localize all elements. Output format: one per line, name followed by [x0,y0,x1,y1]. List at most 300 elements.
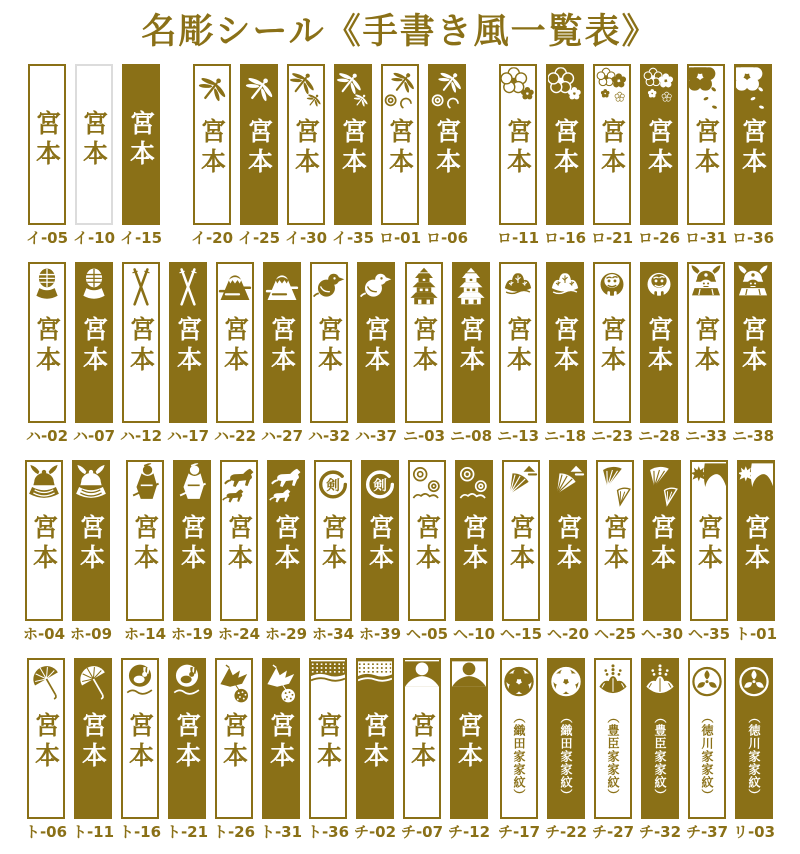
seal-item [260,262,304,445]
seal-design-ロ-31 [687,64,725,225]
mount-fuji-icon [265,265,299,313]
seal-name-text: 宮本 [172,712,202,772]
seal-design-ハ-37 [357,262,395,423]
seal-item [72,262,116,445]
seal-code-label: ホ-29 [264,625,308,643]
seal-design-リ-03 [735,658,773,819]
seal-code-label: ロ-01 [378,229,422,247]
daruma-icon [595,265,629,313]
seal-design-ホ-14 [126,460,164,621]
seal-design-チ-22 [547,658,585,819]
horses-icon [269,463,303,511]
seal-name-text: 宮本 [126,110,156,170]
dragonfly-icon [242,67,276,115]
seal-design-ニ-03 [405,262,443,423]
seal-name-text: 宮本 [503,316,533,376]
seal-code-label: イ-15 [119,229,163,247]
seal-item [284,64,328,247]
seal-code-label: ト-16 [118,823,162,841]
toyotomi-crest-icon [596,661,630,709]
seal-name-text: 宮本 [267,316,297,376]
seal-design-ホ-09 [72,460,110,621]
seal-group [25,262,398,445]
seal-name-text: 宮本 [32,316,62,376]
origami-crane-icon [264,661,298,709]
seal-code-label: チ-02 [353,823,397,841]
seal-group [123,460,778,643]
seal-name-text: 宮本 [313,712,343,772]
seal-code-label: ニ-38 [731,427,775,445]
umbrella-icon [76,661,110,709]
chick-icon [359,265,393,313]
seal-design-ロ-16 [546,64,584,225]
seal-name-text: 宮本 [550,316,580,376]
seal-code-label: ヘ-35 [687,625,731,643]
seal-item [311,460,355,643]
seal-design-ヘ-15 [502,460,540,621]
sun-dome-icon [452,661,486,709]
seal-design-ヘ-10 [455,460,493,621]
seal-name-text: 宮本 [244,118,274,178]
seal-code-label: ヘ-25 [593,625,637,643]
seal-design-ロ-21 [593,64,631,225]
seal-name-text: 宮本 [79,316,109,376]
seal-item [353,658,397,841]
seal-name-text: 宮本 [412,514,442,574]
seal-code-label: ニ-18 [543,427,587,445]
seal-name-text: 宮本 [29,514,59,574]
seal-code-label: チ-12 [447,823,491,841]
daruma-icon [642,265,676,313]
seal-design-ニ-18 [546,262,584,423]
seal-design-チ-12 [450,658,488,819]
seal-code-label: ロ-26 [637,229,681,247]
seal-code-label: ヘ-10 [452,625,496,643]
seal-code-label: ロ-16 [543,229,587,247]
seal-item [400,658,444,841]
seal-item [166,262,210,445]
seal-design-チ-37 [688,658,726,819]
seal-row-3 [0,460,800,643]
page-title: 名彫シール《手書き風一覧表》 [141,12,659,52]
seal-item [637,64,681,247]
seal-item [212,658,256,841]
seal-name-text: 宮本 [197,118,227,178]
seal-code-label: ホ-39 [358,625,402,643]
seal-name-text: （徳川家家紋） [700,711,714,802]
seal-item [732,658,776,841]
seal-code-label: ロ-11 [496,229,540,247]
seal-code-label: ハ-37 [354,427,398,445]
seal-code-label: ニ-33 [684,427,728,445]
seal-group [25,64,163,247]
sword-kanji-circle-icon [363,463,397,511]
seal-code-label: ロ-36 [731,229,775,247]
seal-name-text: 宮本 [361,316,391,376]
seal-code-label: ト-06 [24,823,68,841]
seal-code-label: ニ-13 [496,427,540,445]
seal-design-ハ-32 [310,262,348,423]
seal-name-text: 宮本 [360,712,390,772]
seal-name-text: 宮本 [738,316,768,376]
seal-name-text: （織田家家紋） [512,711,526,802]
seal-code-label: ハ-27 [260,427,304,445]
seal-name-text: 宮本 [503,118,533,178]
seal-name-text: 宮本 [220,316,250,376]
seal-code-label: イ-35 [331,229,375,247]
seal-design-イ-25 [240,64,278,225]
seal-code-label: ニ-08 [449,427,493,445]
seal-item [497,658,541,841]
seal-group [496,64,775,247]
seal-name-text: 宮本 [432,118,462,178]
seal-code-label: ト-36 [306,823,350,841]
seal-design-ホ-34 [314,460,352,621]
seal-design-チ-32 [641,658,679,819]
seal-name-text: 宮本 [314,316,344,376]
seal-design-チ-07 [403,658,441,819]
seal-name-text: 宮本 [600,514,630,574]
seal-design-イ-20 [193,64,231,225]
seal-design-ロ-01 [381,64,419,225]
seal-name-text: （豊臣家家紋） [606,711,620,802]
seal-code-label: ハ-02 [25,427,69,445]
seal-name-text: 宮本 [385,118,415,178]
seal-name-text: 宮本 [365,514,395,574]
seal-code-label: ハ-22 [213,427,257,445]
seal-design-ト-26 [215,658,253,819]
seal-item [264,460,308,643]
seal-item [687,460,731,643]
oda-crest-icon [502,661,536,709]
seal-code-label: チ-07 [400,823,444,841]
seal-name-text: 宮本 [597,316,627,376]
seal-item [637,262,681,445]
seal-item [306,658,350,841]
sword-kanji-circle-icon [316,463,350,511]
seal-design-イ-05 [28,64,66,225]
seal-name-text: 宮本 [506,514,536,574]
seal-name-text: 宮本 [125,712,155,772]
seal-code-label: ハ-07 [72,427,116,445]
seal-name-text: 宮本 [459,514,489,574]
seal-design-ニ-08 [452,262,490,423]
tokugawa-crest-icon [737,661,771,709]
crossed-shinai-icon [124,265,158,313]
seal-name-text: 宮本 [694,514,724,574]
seal-name-text: 宮本 [456,316,486,376]
seal-name-text: 宮本 [271,514,301,574]
seal-code-label: ハ-32 [307,427,351,445]
seal-catalog-page [0,4,800,854]
seal-name-text: 宮本 [318,514,348,574]
seal-code-label: ハ-17 [166,427,210,445]
tokugawa-crest-icon [690,661,724,709]
seal-group [497,658,776,841]
seal-item [358,460,402,643]
seal-name-text: 宮本 [407,712,437,772]
komon-band-icon [311,661,345,709]
seal-name-text: 宮本 [553,514,583,574]
seal-item [405,460,449,643]
seal-design-チ-17 [500,658,538,819]
seal-design-チ-02 [356,658,394,819]
seal-item [307,262,351,445]
seal-item [71,658,115,841]
seal-item [165,658,209,841]
seal-code-label: ニ-03 [402,427,446,445]
seal-design-ト-11 [74,658,112,819]
seal-design-イ-35 [334,64,372,225]
seal-design-ロ-11 [499,64,537,225]
seal-item [452,460,496,643]
seal-design-ニ-28 [640,262,678,423]
seal-item [425,64,469,247]
seal-item [402,262,446,445]
seal-item [731,262,775,445]
crossed-shinai-icon [171,265,205,313]
seal-name-text: 宮本 [691,118,721,178]
moon-rabbit-icon [170,661,204,709]
seal-code-label: イ-10 [72,229,116,247]
origami-crane-icon [217,661,251,709]
seal-code-label: ホ-24 [217,625,261,643]
toyotomi-crest-icon [643,661,677,709]
seal-name-text: 宮本 [338,118,368,178]
seal-design-ホ-24 [220,460,258,621]
seal-item [499,460,543,643]
seal-name-text: 宮本 [219,712,249,772]
seal-item [546,460,590,643]
seal-name-text: 宮本 [597,118,627,178]
seal-item [72,64,116,247]
seal-grid [0,64,800,841]
seal-item [731,64,775,247]
seal-design-イ-30 [287,64,325,225]
dragonfly-pair-icon [289,67,323,115]
seal-design-ヘ-20 [549,460,587,621]
seal-code-label: ヘ-20 [546,625,590,643]
folding-fans-icon [598,463,632,511]
seal-code-label: チ-32 [638,823,682,841]
seal-code-label: ニ-28 [637,427,681,445]
seal-item [590,262,634,445]
seal-item [685,658,729,841]
seal-name-text: 宮本 [647,514,677,574]
seal-item [259,658,303,841]
seal-design-ヘ-35 [690,460,728,621]
seal-design-ホ-29 [267,460,305,621]
seal-design-ホ-39 [361,460,399,621]
samurai-silhouette-icon [175,463,209,511]
plum-blossom-icon [501,67,535,115]
samurai-silhouette-icon [128,463,162,511]
castle-icon [407,265,441,313]
seal-design-イ-10 [75,64,113,225]
seal-code-label: ヘ-05 [405,625,449,643]
seal-design-ロ-36 [734,64,772,225]
dragonfly-pair-icon [336,67,370,115]
seal-design-ヘ-30 [643,460,681,621]
seal-item [684,64,728,247]
seal-name-text: 宮本 [130,514,160,574]
seal-row-2 [0,262,800,445]
kendo-mask-icon [77,265,111,313]
sun-dome-icon [405,661,439,709]
seal-group [22,460,113,643]
seal-code-label: ト-21 [165,823,209,841]
seal-code-label: ヘ-30 [640,625,684,643]
seal-item [213,262,257,445]
seal-item [25,262,69,445]
seal-item [684,262,728,445]
seal-item [25,64,69,247]
seal-name-text: 宮本 [78,712,108,772]
cherry-blossom-large-icon [736,67,770,115]
seal-name-text: 宮本 [291,118,321,178]
komon-band-icon [358,661,392,709]
seal-item [354,262,398,445]
seal-name-text: （徳川家家紋） [747,711,761,802]
seal-name-text: 宮本 [79,110,109,170]
folding-fans-icon [645,463,679,511]
seal-design-ハ-02 [28,262,66,423]
seal-item [544,658,588,841]
chick-icon [312,265,346,313]
seal-item [447,658,491,841]
seal-code-label: イ-20 [190,229,234,247]
seal-design-ニ-13 [499,262,537,423]
seal-item [119,64,163,247]
seal-code-label: ト-31 [259,823,303,841]
seal-code-label: チ-22 [544,823,588,841]
seal-code-label: ハ-12 [119,427,163,445]
seal-name-text: 宮本 [644,118,674,178]
seal-name-text: 宮本 [691,316,721,376]
cloud-swirl-icon [457,463,491,511]
seal-name-text: （織田家家紋） [559,711,573,802]
seal-item [378,64,422,247]
plum-blossom-icon [548,67,582,115]
seal-name-text: 宮本 [173,316,203,376]
seal-item [123,460,167,643]
seal-design-ニ-23 [593,262,631,423]
mount-fuji-icon [218,265,252,313]
cloud-swirl-icon [410,463,444,511]
seal-code-label: ト-11 [71,823,115,841]
seal-code-label: チ-27 [591,823,635,841]
seal-item [331,64,375,247]
seal-item [217,460,261,643]
seal-code-label: ホ-04 [22,625,66,643]
seal-code-label: ニ-23 [590,427,634,445]
seal-item [734,460,778,643]
seal-name-text: 宮本 [177,514,207,574]
seal-item [69,460,113,643]
seal-code-label: ト-01 [734,625,778,643]
seal-group [402,262,775,445]
seal-design-ト-06 [27,658,65,819]
moon-rabbit-icon [123,661,157,709]
seal-design-ヘ-25 [596,460,634,621]
seal-group [24,658,491,841]
seal-item [190,64,234,247]
seal-design-ト-21 [168,658,206,819]
seal-design-ト-31 [262,658,300,819]
seal-group [190,64,469,247]
seal-design-ニ-38 [734,262,772,423]
seal-design-ニ-33 [687,262,725,423]
seal-item [593,460,637,643]
seal-code-label: ホ-09 [69,625,113,643]
seal-code-label: ロ-06 [425,229,469,247]
seal-name-text: 宮本 [266,712,296,772]
seal-code-label: ロ-21 [590,229,634,247]
maple-mountain-icon [692,463,726,511]
dragonfly-swirl-icon [430,67,464,115]
seal-code-label: ロ-31 [684,229,728,247]
seal-design-ハ-17 [169,262,207,423]
seal-design-ロ-06 [428,64,466,225]
samurai-warrior-icon [736,265,770,313]
seal-name-text: 宮本 [738,118,768,178]
horses-icon [222,463,256,511]
seal-name-text: （豊臣家家紋） [653,711,667,802]
seal-design-ト-36 [309,658,347,819]
kabuto-helmet-icon [74,463,108,511]
seal-name-text: 宮本 [741,514,771,574]
seal-code-label: ホ-34 [311,625,355,643]
seal-design-イ-15 [122,64,160,225]
seal-design-ハ-12 [122,262,160,423]
seal-code-label: ホ-14 [123,625,167,643]
seal-design-ト-01 [737,460,775,621]
cherry-blossom-small-icon [642,67,676,115]
seal-item [449,262,493,445]
fan-and-fuji-icon [551,463,585,511]
seal-design-ハ-27 [263,262,301,423]
seal-design-ト-16 [121,658,159,819]
seal-design-ハ-07 [75,262,113,423]
seal-row-4 [0,658,800,841]
seal-name-text: 宮本 [31,712,61,772]
seal-item [543,262,587,445]
seal-design-ホ-19 [173,460,211,621]
cherry-blossom-large-icon [689,67,723,115]
castle-icon [454,265,488,313]
maple-mountain-icon [739,463,773,511]
pine-island-icon [548,265,582,313]
seal-name-text: 宮本 [644,316,674,376]
seal-item [22,460,66,643]
seal-code-label: チ-37 [685,823,729,841]
seal-code-label: ト-26 [212,823,256,841]
seal-code-label: イ-25 [237,229,281,247]
seal-item [640,460,684,643]
seal-design-ハ-22 [216,262,254,423]
seal-name-text: 宮本 [454,712,484,772]
seal-design-ヘ-05 [408,460,446,621]
seal-item [543,64,587,247]
seal-item [591,658,635,841]
seal-item [496,262,540,445]
seal-design-チ-27 [594,658,632,819]
seal-code-label: ヘ-15 [499,625,543,643]
seal-name-text: 宮本 [76,514,106,574]
seal-item [590,64,634,247]
seal-code-label: リ-03 [732,823,776,841]
cherry-blossom-small-icon [595,67,629,115]
